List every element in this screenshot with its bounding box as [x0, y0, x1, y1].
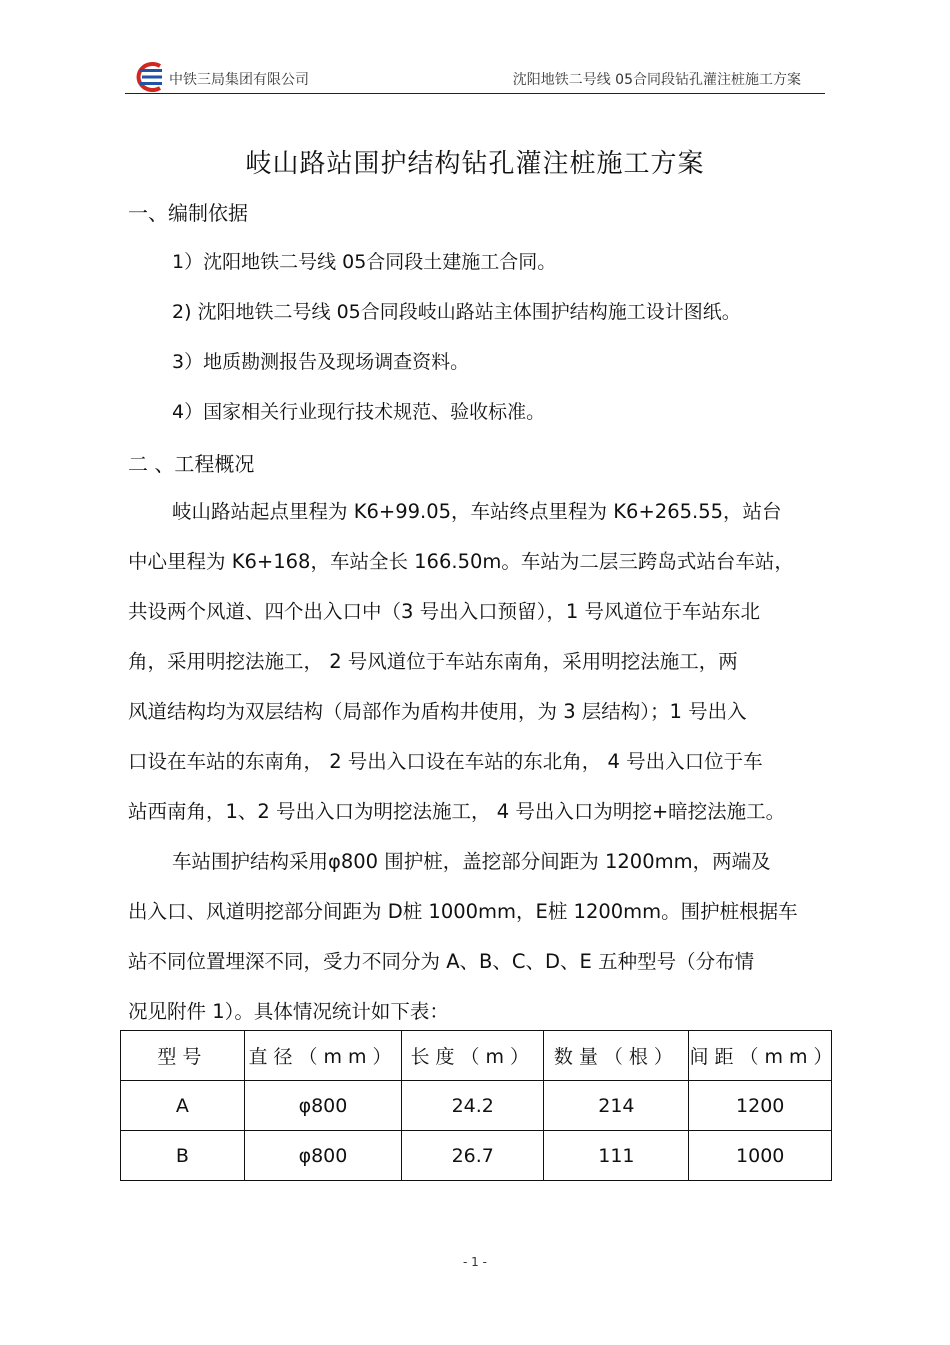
header-type: 型号	[121, 1031, 245, 1081]
table-row	[121, 1081, 832, 1131]
header-spacing: 间距（mm）	[689, 1031, 832, 1081]
header-length: 长度（m）	[402, 1031, 544, 1081]
paragraph-line: 中心里程为 K6+168，车站全长 166.50m。车站为二层三跨岛式站台车站，	[128, 550, 794, 573]
basis-item-1: 1）沈阳地铁二号线 05合同段土建施工合同。	[172, 251, 557, 273]
cell-length: 26.7	[402, 1131, 544, 1181]
table-header-row	[121, 1031, 832, 1081]
company-logo-icon	[130, 62, 168, 92]
cell-diameter: φ800	[244, 1081, 401, 1131]
paragraph-line: 况见附件 1）。具体情况统计如下表：	[128, 1000, 449, 1023]
paragraph-line: 风道结构均为双层结构（局部作为盾构井使用，为 3 层结构）；1 号出入	[128, 700, 747, 723]
page-header	[125, 60, 825, 96]
basis-item-3: 3）地质勘测报告及现场调查资料。	[172, 351, 470, 373]
cell-type: A	[121, 1081, 245, 1131]
paragraph-line: 出入口、风道明挖部分间距为 D桩 1000mm，E桩 1200mm。围护桩根据车	[128, 900, 798, 923]
paragraph-line: 角，采用明挖法施工， 2 号风道位于车站东南角，采用明挖法施工，两	[128, 650, 738, 673]
cell-spacing: 1200	[689, 1081, 832, 1131]
cell-spacing: 1000	[689, 1131, 832, 1181]
paragraph-line: 岐山路站起点里程为 K6+99.05，车站终点里程为 K6+265.55，站台	[172, 500, 782, 523]
section-heading-overview: 二 、工程概况	[128, 452, 255, 476]
document-name: 沈阳地铁二号线 05合同段钻孔灌注桩施工方案	[512, 72, 801, 88]
header-divider	[125, 93, 825, 94]
paragraph-line: 车站围护结构采用φ800 围护桩，盖挖部分间距为 1200mm，两端及	[172, 850, 771, 873]
paragraph-line: 共设两个风道、四个出入口中（3 号出入口预留），1 号风道位于车站东北	[128, 600, 760, 623]
cell-count: 214	[544, 1081, 689, 1131]
header-diameter: 直径（mm）	[244, 1031, 401, 1081]
basis-item-2: 2) 沈阳地铁二号线 05合同段岐山路站主体围护结构施工设计图纸。	[172, 301, 741, 323]
page-number: - 1 -	[463, 1255, 487, 1269]
paragraph-line: 站不同位置埋深不同，受力不同分为 A、B、C、D、E 五种型号（分布情	[128, 950, 755, 973]
pile-spec-table	[120, 1030, 839, 1181]
cell-diameter: φ800	[244, 1131, 401, 1181]
paragraph-line: 口设在车站的东南角， 2 号出入口设在车站的东北角， 4 号出入口位于车	[128, 750, 763, 773]
cell-type: B	[121, 1131, 245, 1181]
section-heading-basis: 一、编制依据	[128, 201, 248, 225]
company-name: 中铁三局集团有限公司	[169, 72, 309, 88]
cell-length: 24.2	[402, 1081, 544, 1131]
header-count: 数量（根）	[544, 1031, 689, 1081]
table-row	[121, 1131, 832, 1181]
cell-count: 111	[544, 1131, 689, 1181]
paragraph-line: 站西南角，1、2 号出入口为明挖法施工， 4 号出入口为明挖+暗挖法施工。	[128, 800, 786, 823]
page-title: 岐山路站围护结构钻孔灌注桩施工方案	[245, 149, 705, 179]
basis-item-4: 4）国家相关行业现行技术规范、验收标准。	[172, 401, 546, 423]
